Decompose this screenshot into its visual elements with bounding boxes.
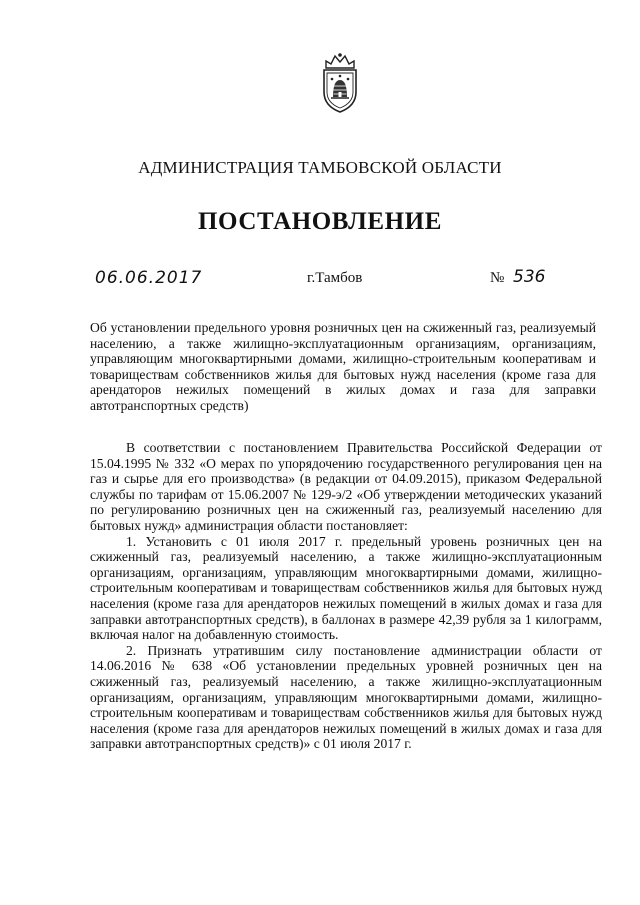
issuing-authority: АДМИНИСТРАЦИЯ ТАМБОВСКОЙ ОБЛАСТИ: [138, 158, 502, 177]
document-number: 536: [513, 267, 546, 287]
item-2-paragraph: 2. Признать утратившим силу постановление администрации области от 14.06.2016 № 638 «Об установлении предельных уровней розничных цен на сжиженный газ, реализуемый населению, а также жилищно-эксплуатационным организациям, организациям, управляющим многоквартирными домами, жилищно-строительным кооперативам и товариществам собственников жилья для бытовых нужд населения (кроме газа для арендаторов нежилых помещений в жилых домах и газа для заправки автотранспортных средств)» с 01 июля 2017 г.: [90, 642, 602, 752]
item-1-paragraph: 1. Установить с 01 июля 2017 г. предельный уровень розничных цен на сжиженный газ, реализуемый населению, а также жилищно-эксплуатационным организациям, организациям, управляющим многоквартирными домами, жилищно-строительным кооперативам и товариществам собственников жилья для бытовых нужд населения (кроме газа для арендаторов нежилых помещений в жилых домах и газа для заправки автотранспортных средств), в баллонах в размере 42,39 рубля за 1 килограмм, включая налог на добавленную стоимость.: [90, 533, 602, 643]
document-subject: Об установлении предельного уровня розничных цен на сжиженный газ, реализуемый населению, а также жилищно-эксплуатационным организациям, организациям, управляющим многоквартирными домами, жилищно-строительным кооперативам и товариществам собственников жилья для бытовых нужд населения (кроме газа для арендаторов нежилых помещений в жилых домах и газа для заправки автотранспортных средств): [90, 320, 596, 413]
document-date: 06.06.2017: [95, 268, 203, 288]
document-type-title: ПОСТАНОВЛЕНИЕ: [197, 208, 443, 235]
document-number-label: №: [490, 270, 505, 286]
document-body: [90, 440, 602, 752]
coat-of-arms-icon: [318, 52, 362, 114]
document-meta-row: [95, 268, 545, 292]
document-city: г.Тамбов: [307, 270, 363, 286]
preamble-paragraph: В соответствии с постановлением Правительства Российской Федерации от 15.04.1995 № 332 «О мерах по упорядочению государственного регулирования цен на газ и сырье для его производства» (в редакции от 04.09.2015), приказом Федеральной службы по тарифам от 15.06.2007 № 129-э/2 «Об утверждении методических указаний по регулированию розничных цен на сжиженный газ, реализуемый населению для бытовых нужд» администрация области постановляет:: [90, 440, 602, 533]
